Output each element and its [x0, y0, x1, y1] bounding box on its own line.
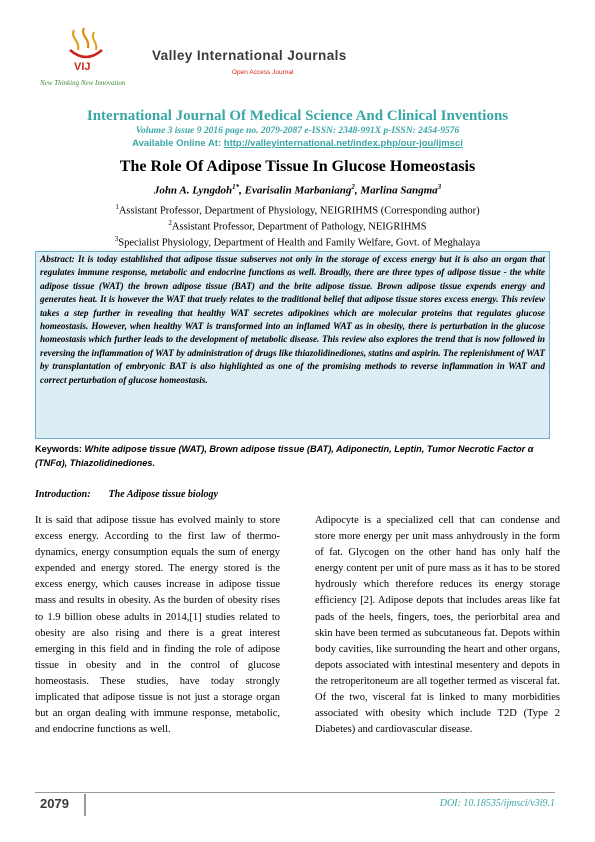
author-list: [0, 183, 595, 197]
affiliation-mark: 1: [115, 203, 119, 211]
journal-logo: [56, 24, 116, 74]
author-affiliation-mark: 1*: [232, 183, 240, 191]
affiliation: [0, 235, 595, 249]
logo-graphic: [56, 24, 116, 74]
open-access-label: Open Access Journal: [232, 69, 294, 76]
footer-separator: [84, 794, 86, 816]
author-name: Marlina Sangma: [360, 184, 438, 197]
publisher-name: Valley International Journals: [152, 48, 347, 63]
affiliation-text: Assistant Professor, Department of Physiology, NEIGRIHMS (Corresponding author): [118, 205, 480, 217]
section-subtitle: The Adipose tissue biology: [108, 489, 218, 500]
author-name: Evarisalin Marbaniang: [244, 184, 352, 197]
affiliation-text: Assistant Professor, Department of Pathology, NEIGRIHMS: [171, 221, 427, 233]
author-affiliation-mark: 2: [351, 183, 355, 191]
logo-text: VIJ: [74, 61, 91, 73]
online-availability: [0, 138, 595, 149]
body-column-left: It is said that adipose tissue has evolved mainly to store excess energy. According to the first law of thermo-dynamics, energy consumption equals the sum of energy expended and energy stored. The energy stored is the excess energy, which causes increase in adipose tissue mass and results in obesity. As the burden of obesity rises to 1.9 billion obese adults in 2014,[1] studies related to obesity are also rising and there is a great interest emerging in this field and in finding the role of adipose tissue in obesity and in the control of glucose homeostasis. These studies, have today strongly implicated that adipose tissue is not just a storage organ but an organ dealing with immune response, metabolic, and endocrine functions as well.: [35, 515, 280, 736]
affiliation-mark: 2: [168, 219, 172, 227]
keywords-label: Keywords:: [35, 444, 82, 454]
keywords: [35, 442, 555, 470]
author-name: John A. Lyngdoh: [153, 184, 233, 197]
section-label: Introduction:: [35, 489, 91, 500]
journal-url-link[interactable]: http://valleyinternational.net/index.php/our-jou/ijmsci: [223, 138, 463, 149]
affiliation-mark: 3: [114, 235, 119, 243]
affiliation-text: Specialist Physiology, Department of Health and Family Welfare, Govt. of Meghalaya: [118, 237, 481, 249]
author-affiliation-mark: 3: [437, 183, 442, 191]
author-separator: ,: [239, 184, 245, 197]
publisher-tagline: New Thinking New Innovation: [40, 79, 126, 87]
body-column-right: Adipocyte is a specialized cell that can condense and store more energy per unit mass anhydrously in the form of fat. Glycogen on the other hand has only half the energy content per unit of pure mass as it has to be stored hydrously which therefore reduces its energy storage efficiency [2]. Adipose depots that includes areas like fat pads of the heels, fingers, toes, the periorbital area and skin have been termed as subcutaneous fat. Depots within body cavities, like surrounding the heart and other organs, depots associated with intestinal mesentery and depots in the retroperitoneum are all together termed as visceral fat. Of the two, visceral fat is linked to many morbidities associated with obesity which include T2D (Type 2 Diabetes) and cardiovascular disease.: [315, 515, 560, 736]
section-heading: [35, 489, 236, 500]
affiliation: [0, 219, 595, 233]
affiliation: [0, 203, 595, 217]
online-label: Available Online At:: [132, 138, 224, 149]
abstract-text: Abstract: It is today established that adipose tissue subserves not only in the storage of excess energy but it is also an organ that regulates immune response, metabolic and endocrine functions as well. Broadly, there are three types of adipose tissue - the white adipose tissue (WAT) the brown adipose tissue (BAT) and the brite adipose tissue. Brown adipose tissue expends energy and generates heat. It is however the WAT that truely relates to the traditional belief that adipose tissue stores excess energy. This review takes a step further in revealing that healthy WAT secretes adipokines which are molecular proteins that regulates glucose homeostasis. However, when healthy WAT is transformed into an inflamed WAT as in obesity, there is perturbation in the glucose homeostasis which further leads to the development of metabolic disease. This review also explores the trend that is now followed in reversing the inflammation of WAT by administration of drugs like thiazolidinediones, statins and aspirin. The replenishment of WAT by transplantation of embryonic BAT is also highlighted as one of the promising methods to reverse inflammation in WAT and correct perturbation of glucose homeostasis.: [40, 254, 545, 385]
journal-name: International Journal Of Medical Science And Clinical Inventions: [86, 108, 509, 124]
author-separator: ,: [354, 184, 361, 197]
paper-title: The Role Of Adipose Tissue In Glucose Homeostasis: [119, 158, 476, 175]
journal-meta: Volume 3 issue 9 2016 page no. 2079-2087 e-ISSN: 2348-991X p-ISSN: 2454-9576: [135, 126, 460, 136]
doi-text: DOI: 10.18535/ijmsci/v3i9.1: [439, 798, 555, 809]
page-number: 2079: [40, 796, 69, 811]
abstract-box: [35, 251, 550, 439]
keywords-list: White adipose tissue (WAT), Brown adipose tissue (BAT), Adiponectin, Leptin, Tumor Necrotic Factor α (TNFα), Thiazolidinediones.: [35, 444, 534, 468]
footer-divider: [35, 792, 555, 793]
